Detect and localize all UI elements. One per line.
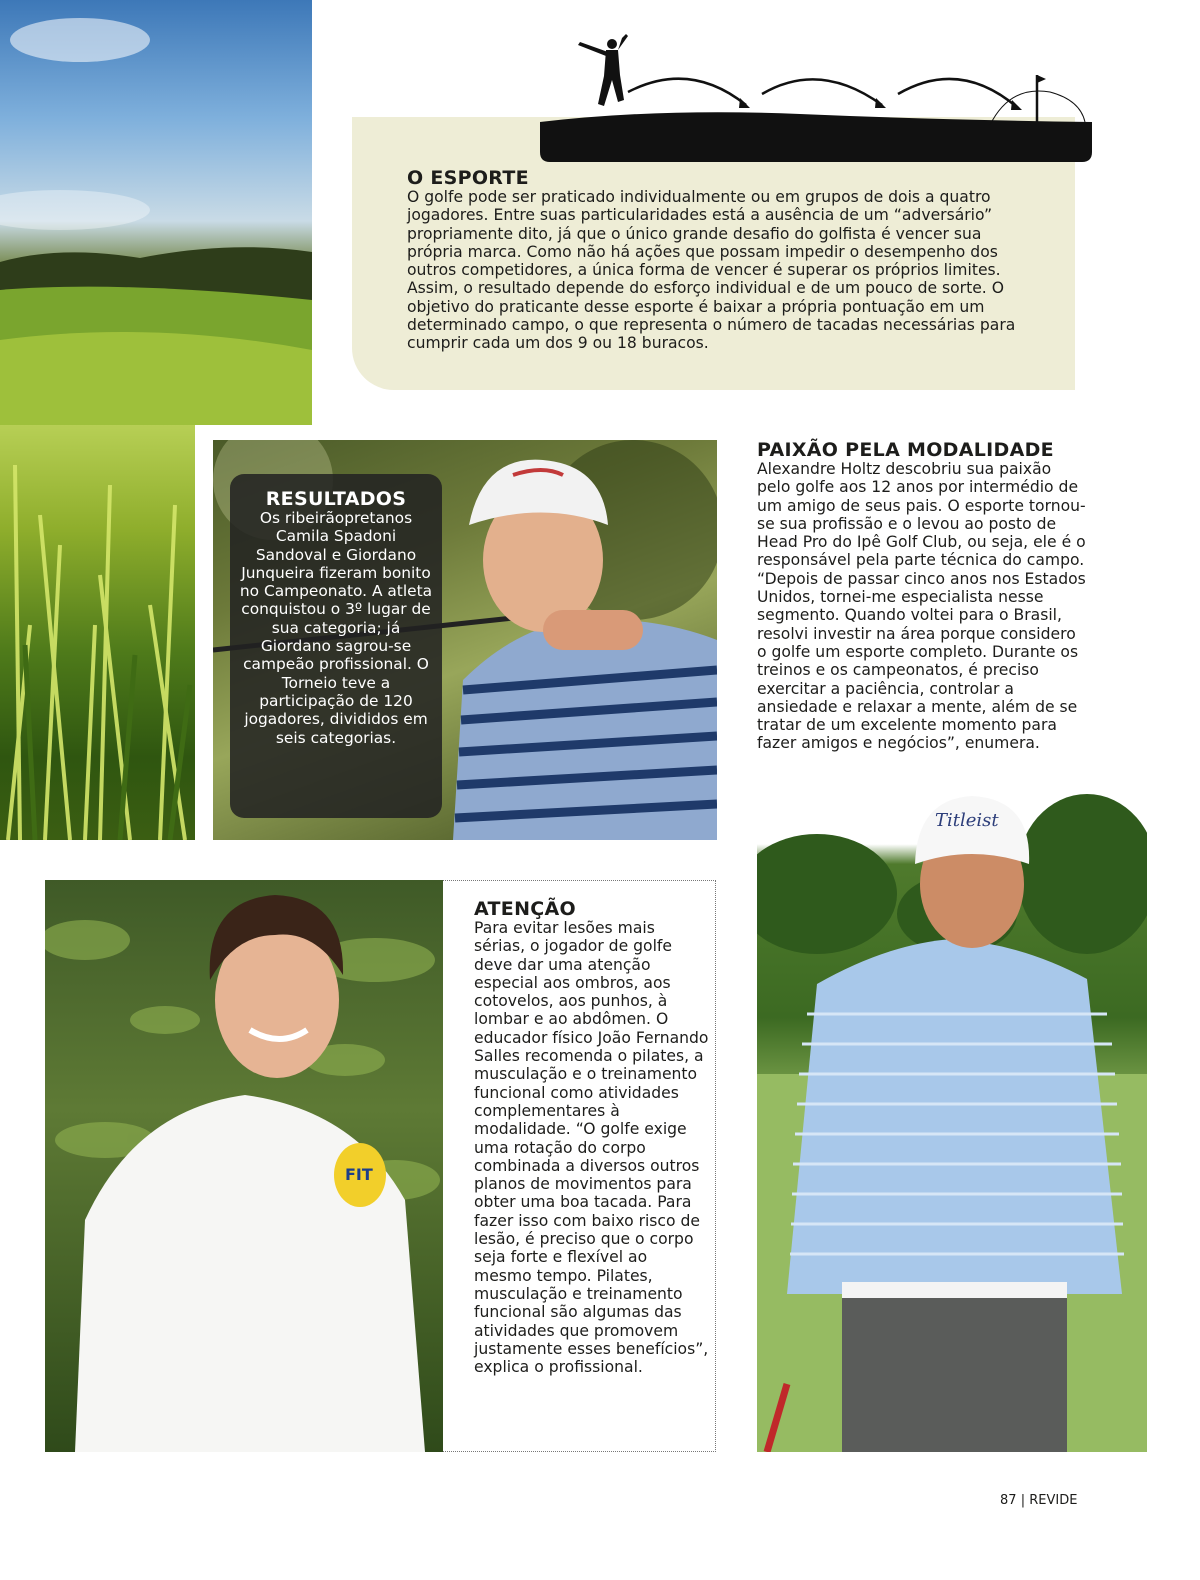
atencao-heading: ATENÇÃO: [474, 898, 576, 920]
resultados-heading: RESULTADOS: [265, 488, 407, 510]
resultados-body: Os ribeirãopretanos Camila Spadoni Sandoval e Giordano Junqueira fizeram bonito no Campeonato. A atleta conquistou o 3º lugar de sua categoria; já Giordano sagrou-se campeão profissional. O Torneio teve a participação de 120 jogadores, divididos em seis categorias.: [239, 509, 433, 747]
esporte-section: [407, 168, 1017, 353]
resultados-section: [238, 489, 434, 747]
landscape-photo: [0, 0, 312, 425]
footer-separator: |: [1020, 1493, 1026, 1508]
paixao-heading: PAIXÃO PELA MODALIDADE: [757, 439, 1054, 461]
magazine-name: REVIDE: [1029, 1493, 1078, 1508]
esporte-heading: O ESPORTE: [407, 167, 529, 189]
page-number: 87: [1000, 1493, 1017, 1508]
educator-photo: [45, 880, 443, 1452]
head-pro-photo: [757, 784, 1147, 1452]
atencao-body: Para evitar lesões mais sérias, o jogador de golfe deve dar uma atenção especial aos ombros, aos cotovelos, aos punhos, à lombar e ao abdômen. O educador físico João Fernando Salles recomenda o pilates, a musculação e o treinamento funcional como atividades complementares à modalidade. “O golfe exige uma rotação do corpo combinada a diversos outros planos de movimentos para obter uma boa tacada. Para fazer isso com baixo risco de lesão, é preciso que o corpo seja forte e flexível ao mesmo tempo. Pilates, musculação e treinamento funcional são algumas das atividades que promovem justamente esses benefícios”, explica o profissional.: [474, 919, 709, 1377]
atencao-section: [474, 899, 709, 1376]
paixao-body: Alexandre Holtz descobriu sua paixão pelo golfe aos 12 anos por intermédio de um amigo de seus pais. O esporte tornou-se sua profissão e o levou ao posto de Head Pro do Ipê Golf Club, ou seja, ele é o responsável pela parte técnica do campo. “Depois de passar cinco anos nos Estados Unidos, tornei-me especialista nesse segmento. Quando voltei para o Brasil, resolvi investir na área porque considero o golfe um esporte completo. Durante os treinos e os campeonatos, é preciso exercitar a paciência, controlar a ansiedade e relaxar a mente, além de se tratar de um excelente momento para fazer amigos e negócios”, enumera.: [757, 460, 1086, 753]
golfer-silhouette: [578, 34, 628, 106]
page-footer: [1000, 1493, 1077, 1508]
cap-logo: Titleist: [935, 810, 999, 831]
esporte-body: O golfe pode ser praticado individualmente ou em grupos de dois a quatro jogadores. Entre suas particularidades está a ausência de um “adversário” propriamente dito, já que o único grande desafio do golfista é vencer sua própria marca. Como não há ações que possam impedir o desempenho dos outros competidores, a única forma de vencer é superar os próprios limites. Assim, o resultado depende do esforço individual e de um pouco de sorte. O objetivo do praticante desse esporte é baixar a própria pontuação em um determinado campo, o que representa o número de tacadas necessárias para cumprir cada um dos 9 ou 18 buracos.: [407, 188, 1016, 353]
paixao-section: [757, 440, 1087, 753]
golf-course-illustration: [540, 30, 1100, 170]
shirt-logo: FIT: [345, 1165, 373, 1184]
grass-photo: [0, 425, 195, 840]
